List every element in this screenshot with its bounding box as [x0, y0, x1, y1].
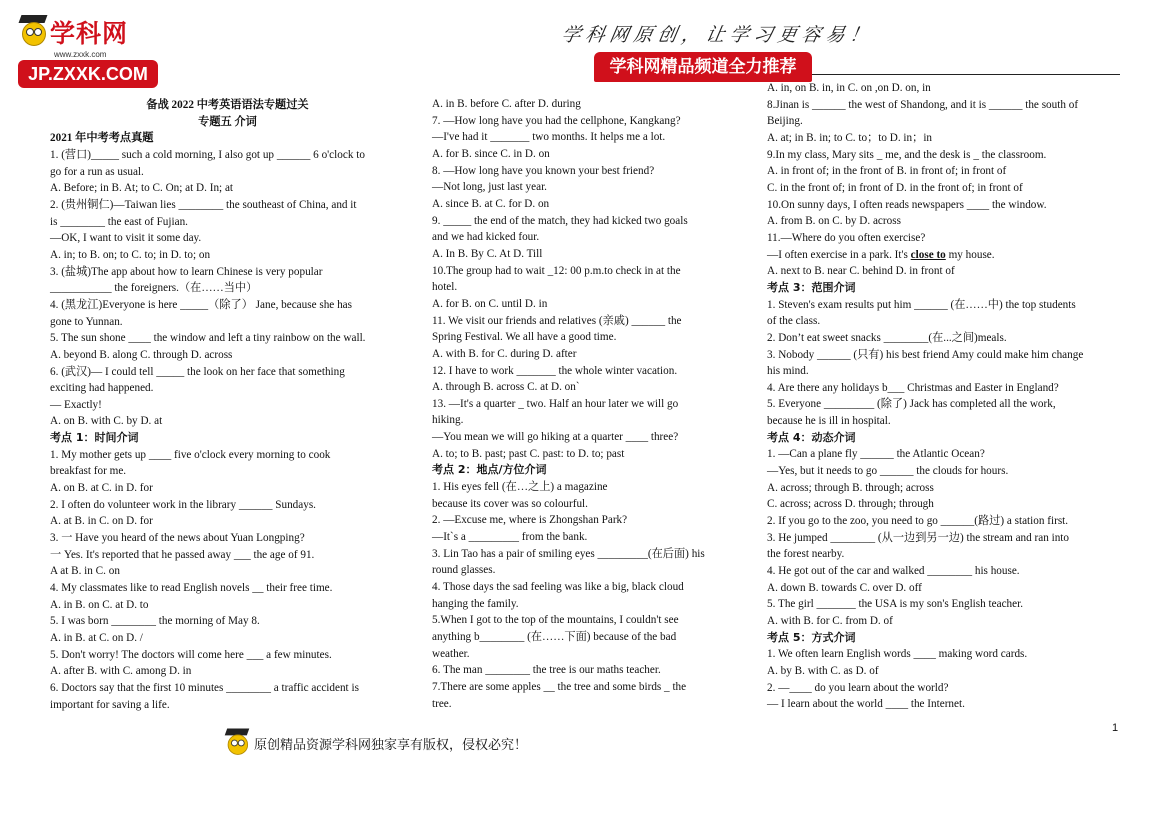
text-line [767, 330, 1127, 347]
text-line [432, 296, 762, 313]
text-line [767, 696, 1127, 713]
line-text: 2. —Excuse me, where is Zhongshan Park? [432, 514, 628, 527]
section-heading [432, 462, 762, 479]
text-line [50, 114, 405, 131]
line-text: —I've had it _______ two months. It helps me a lot. [432, 131, 666, 144]
line-text: important for saving a life. [50, 698, 170, 711]
line-text: 6. The man ________ the tree is our maths teacher. [432, 664, 661, 677]
line-text: A. to; to B. past; past C. past: to D. to; past [432, 447, 625, 460]
text-line [50, 164, 405, 181]
text-line [432, 479, 762, 496]
line-text: —Yes, but it needs to go ______ the clouds for hours. [767, 465, 1009, 478]
line-text: C. in the front of; in front of D. in the front of; in front of [767, 181, 1023, 194]
text-line [767, 347, 1127, 364]
line-text: 3. He jumped ________ (从一边到另一边) the stream and ran into [767, 531, 1070, 544]
text-line [432, 696, 762, 713]
text-line [432, 662, 762, 679]
line-text: and we had kicked four. [432, 231, 540, 244]
text-line [432, 279, 762, 296]
text-line [50, 413, 405, 430]
line-text: A. in B. on C. at D. to [50, 598, 149, 611]
line-text: —I often exercise in a park. It's [767, 248, 911, 261]
text-line [767, 163, 1127, 180]
line-text: 考点 3：范围介词 [767, 280, 856, 294]
line-text: A. since B. at C. for D. on [432, 197, 550, 210]
text-line [50, 697, 405, 714]
column-3 [767, 80, 1127, 713]
line-text: — Exactly! [50, 398, 102, 411]
text-line [432, 213, 762, 230]
text-line [767, 613, 1127, 630]
section-heading [50, 430, 405, 447]
text-line [767, 263, 1127, 280]
line-text: 2021 年中考考点真题 [50, 132, 154, 145]
line-text: 5. The sun shone ____ the window and left a tiny rainbow on the wall. [50, 332, 366, 345]
text-line [767, 80, 1127, 97]
text-line [432, 612, 762, 629]
text-line [767, 213, 1127, 230]
promo-banner: 学科网精品频道全力推荐 [594, 52, 812, 82]
text-line [767, 97, 1127, 114]
line-text: because its cover was so colourful. [432, 497, 588, 510]
text-line [50, 530, 405, 547]
text-line [50, 364, 405, 381]
text-line [432, 379, 762, 396]
line-text: round glasses. [432, 564, 496, 577]
text-line [50, 613, 405, 630]
text-line [432, 429, 762, 446]
text-line [767, 247, 1127, 264]
line-text: anything b________ (在……下面) because of the bad [432, 631, 677, 643]
text-line [50, 380, 405, 397]
text-line [432, 363, 762, 380]
text-line [767, 197, 1127, 214]
line-text: hotel. [432, 281, 458, 294]
text-line [50, 230, 405, 247]
line-text: because he is ill in hospital. [767, 415, 891, 428]
line-text: 4. (黑龙江)Everyone is here _____（除了） Jane, because she has [50, 298, 352, 311]
text-line [767, 663, 1127, 680]
text-line [50, 513, 405, 530]
logo-badge: JP.ZXXK.COM [18, 60, 158, 88]
line-text: 8. —How long have you known your best friend? [432, 164, 655, 177]
text-line [432, 129, 762, 146]
text-line [50, 147, 405, 164]
text-line [432, 679, 762, 696]
line-text: the forest nearby. [767, 548, 845, 561]
text-line [767, 546, 1127, 563]
text-line [432, 329, 762, 346]
line-text: A. down B. towards C. over D. off [767, 581, 922, 594]
text-line [767, 130, 1127, 147]
text-line [50, 563, 405, 580]
line-text: 6. (武汉)— I could tell _____ the look on her face that something [50, 365, 345, 378]
line-text: A. in front of; in the front of B. in front of; in front of [767, 165, 1007, 178]
page-number: 1 [1112, 722, 1119, 734]
line-text: A. by B. with C. as D. of [767, 664, 879, 677]
text-line [767, 596, 1127, 613]
line-text: 2. (贵州铜仁)—Taiwan lies ________ the southeast of China, and it [50, 198, 357, 211]
text-line [432, 163, 762, 180]
text-line [50, 680, 405, 697]
line-text: 9.In my class, Mary sits _ me, and the desk is _ the classroom. [767, 148, 1047, 161]
line-text: is ________ the east of Fujian. [50, 215, 188, 228]
line-text: —It`s a _________ from the bank. [432, 531, 588, 544]
text-line [432, 529, 762, 546]
line-text: 9. _____ the end of the match, they had kicked two goals [432, 214, 688, 227]
text-line [432, 246, 762, 263]
line-text: 2. Don’t eat sweet snacks ________(在...之间)meals. [767, 331, 1007, 344]
text-line [767, 113, 1127, 130]
line-text: exciting had happened. [50, 382, 154, 395]
text-line [432, 396, 762, 413]
line-text: of the class. [767, 315, 821, 328]
text-line [50, 347, 405, 364]
text-line [767, 646, 1127, 663]
text-line [50, 463, 405, 480]
header-divider [812, 74, 1120, 75]
line-text: A. in B. before C. after D. during [432, 98, 581, 110]
text-line [767, 147, 1127, 164]
line-text: 10.The group had to wait _12: 00 p.m.to check in at the [432, 264, 681, 277]
line-text: Beijing. [767, 115, 803, 128]
text-line [767, 513, 1127, 530]
text-line [432, 412, 762, 429]
line-text: A. at; in B. in; to C. to；to D. in；in [767, 131, 933, 144]
text-line [50, 314, 405, 331]
line-text: 备战 2022 中考英语语法专题过关 [146, 99, 309, 111]
text-line [50, 447, 405, 464]
text-line [767, 380, 1127, 397]
text-line [767, 580, 1127, 597]
logo-url: www.zxxk.com [54, 50, 107, 59]
line-text: Spring Festival. We all have a good time. [432, 331, 617, 344]
text-line [767, 463, 1127, 480]
line-text: — I learn about the world ____ the Internet. [767, 698, 965, 711]
line-text: 6. Doctors say that the first 10 minutes ________ a traffic accident is [50, 681, 359, 694]
line-text: ___________ the foreigners.（在……当中） [50, 282, 258, 295]
owl-mascot-icon [224, 729, 250, 758]
line-text: —OK, I want to visit it some day. [50, 232, 202, 245]
line-text: A. at B. in C. on D. for [50, 515, 153, 528]
line-text: my house. [945, 248, 995, 261]
line-text: —Not long, just last year. [432, 181, 547, 194]
section-heading [767, 630, 1127, 647]
line-text: 2. If you go to the zoo, you need to go ______(路过) a station first. [767, 515, 1069, 528]
line-text: 1. My mother gets up ____ five o'clock every morning to cook [50, 448, 331, 461]
section-heading [767, 430, 1127, 447]
text-line [432, 229, 762, 246]
text-line [432, 196, 762, 213]
text-line [50, 297, 405, 314]
line-text: 5.When I got to the top of the mountains, I couldn't see [432, 614, 679, 627]
text-line [432, 512, 762, 529]
line-text: A. next to B. near C. behind D. in front of [767, 265, 955, 278]
text-line [767, 530, 1127, 547]
line-text: 11.—Where do you often exercise? [767, 231, 926, 244]
line-text: hiking. [432, 414, 464, 427]
line-text: A. in B. at C. on D. / [50, 632, 143, 644]
logo-text: 学科网 [50, 19, 129, 48]
column-2 [432, 96, 762, 712]
text-line [767, 313, 1127, 330]
line-text: 考点 1：时间介词 [50, 431, 139, 445]
footer [222, 726, 527, 760]
text-line [50, 130, 405, 147]
line-text: hanging the family. [432, 597, 519, 610]
line-text: 3. 一 Have you heard of the news about Yuan Longping? [50, 532, 305, 545]
line-text: A. In B. By C. At D. Till [432, 247, 543, 260]
text-line [767, 496, 1127, 513]
text-line [50, 97, 405, 114]
line-text: 专题五 介词 [198, 115, 257, 128]
text-line [767, 230, 1127, 247]
site-logo[interactable] [18, 12, 163, 84]
line-text: 3. Lin Tao has a pair of smiling eyes _________(在后面) his [432, 547, 705, 560]
text-line [50, 630, 405, 647]
text-line [432, 646, 762, 663]
text-line [432, 596, 762, 613]
text-line [432, 496, 762, 513]
owl-mascot-icon [18, 15, 48, 49]
text-line [50, 663, 405, 680]
line-text: 3. (盐城)The app about how to learn Chinese is very popular [50, 265, 323, 278]
text-line [767, 563, 1127, 580]
line-text: 考点 4：动态介词 [767, 430, 856, 444]
text-line [432, 579, 762, 596]
line-text: C. across; across D. through; through [767, 498, 934, 511]
line-text: 5. I was born ________ the morning of May 8. [50, 615, 260, 628]
line-text: 一 Yes. It's reported that he passed away ___ the age of 91. [50, 548, 315, 561]
text-line [767, 396, 1127, 413]
line-text: 考点 2：地点/方位介词 [432, 463, 547, 477]
text-line [432, 313, 762, 330]
text-line [432, 629, 762, 646]
text-line [50, 247, 405, 264]
text-line [50, 180, 405, 197]
text-line [50, 480, 405, 497]
line-text: A. on B. with C. by D. at [50, 415, 163, 428]
line-text: 5. Everyone _________ (除了) Jack has completed all the work, [767, 398, 1056, 411]
line-text: 4. Those days the sad feeling was like a big, black cloud [432, 581, 684, 594]
text-line [432, 113, 762, 130]
text-line [432, 263, 762, 280]
text-line [432, 546, 762, 563]
text-line [50, 330, 405, 347]
line-text: 1. —Can a plane fly ______ the Atlantic Ocean? [767, 448, 985, 461]
line-text: 5. Don't worry! The doctors will come here ___ a few minutes. [50, 648, 332, 661]
text-line [432, 346, 762, 363]
line-text: 1. We often learn English words ____ making word cards. [767, 648, 1028, 661]
line-text: A. from B. on C. by D. across [767, 215, 901, 228]
line-text: 10.On sunny days, I often reads newspapers ____ the window. [767, 198, 1047, 211]
line-text: 1. Steven's exam results put him ______ (在……中) the top students [767, 298, 1076, 311]
line-text: A. after B. with C. among D. in [50, 665, 192, 678]
line-text: go for a run as usual. [50, 165, 144, 178]
section-heading [767, 280, 1127, 297]
line-text: 7. —How long have you had the cellphone, Kangkang? [432, 114, 681, 127]
line-text: A. beyond B. along C. through D. across [50, 348, 233, 361]
text-line [767, 680, 1127, 697]
line-text: 1. His eyes fell (在…之上) a magazine [432, 481, 608, 494]
text-line [432, 179, 762, 196]
line-text: A. on B. at C. in D. for [50, 482, 153, 495]
line-text: A. across; through B. through; across [767, 481, 934, 494]
text-line [50, 497, 405, 514]
line-text: weather. [432, 647, 470, 660]
text-line [50, 647, 405, 664]
text-line [432, 96, 762, 113]
line-text: 11. We visit our friends and relatives (亲戚) ______ the [432, 314, 682, 327]
text-line [50, 580, 405, 597]
text-line [767, 180, 1127, 197]
text-line [50, 280, 405, 297]
text-line [767, 297, 1127, 314]
line-text: 考点 5：方式介词 [767, 630, 856, 644]
line-text: A. Before; in B. At; to C. On; at D. In; at [50, 182, 234, 195]
line-text: —You mean we will go hiking at a quarter ____ three? [432, 431, 679, 444]
line-text: A. in; to B. on; to C. to; in D. to; on [50, 248, 211, 261]
column-1 [50, 97, 405, 713]
line-text: tree. [432, 697, 452, 710]
line-text: 1. (营口)_____ such a cold morning, I also got up ______ 6 o'clock to [50, 148, 365, 161]
line-text: gone to Yunnan. [50, 315, 123, 328]
text-line [50, 197, 405, 214]
text-line [50, 397, 405, 414]
underlined-phrase: close to [910, 248, 946, 261]
line-text: breakfast for me. [50, 465, 127, 478]
line-text: 7.There are some apples __ the tree and some birds _ the [432, 680, 687, 693]
text-line [767, 480, 1127, 497]
line-text: 2. I often do volunteer work in the library ______ Sundays. [50, 498, 316, 511]
line-text: 12. I have to work _______ the whole winter vacation. [432, 364, 678, 377]
text-line [767, 446, 1127, 463]
line-text: 3. Nobody ______ (只有) his best friend Amy could make him change [767, 348, 1084, 361]
text-line [50, 264, 405, 281]
line-text: A at B. in C. on [50, 565, 120, 578]
line-text: A. with B. for C. from D. of [767, 615, 893, 627]
text-line [50, 597, 405, 614]
line-text: A. through B. across C. at D. on` [432, 381, 580, 394]
text-line [50, 547, 405, 564]
text-line [767, 363, 1127, 380]
text-line [432, 562, 762, 579]
line-text: A. for B. since C. in D. on [432, 147, 550, 160]
line-text: 4. My classmates like to read English novels __ their free time. [50, 582, 333, 595]
line-text: his mind. [767, 365, 809, 378]
line-text: 13. —It's a quarter _ two. Half an hour later we will go [432, 397, 679, 410]
line-text: A. with B. for C. during D. after [432, 347, 577, 360]
text-line [50, 214, 405, 231]
line-text: 5. The girl _______ the USA is my son's English teacher. [767, 598, 1023, 611]
text-line [432, 446, 762, 463]
line-text: 4. He got out of the car and walked ________ his house. [767, 565, 1020, 578]
line-text: 2. —____ do you learn about the world? [767, 681, 949, 694]
line-text: A. for B. on C. until D. in [432, 297, 548, 310]
text-line [767, 413, 1127, 430]
line-text: 8.Jinan is ______ the west of Shandong, and it is ______ the south of [767, 98, 1079, 111]
line-text: A. in, on B. in, in C. on ,on D. on, in [767, 82, 931, 94]
copyright-text: 原创精品资源学科网独家享有版权，侵权必究！ [254, 737, 528, 753]
text-line [432, 146, 762, 163]
line-text: 4. Are there any holidays b___ Christmas and Easter in England? [767, 381, 1059, 394]
slogan: 学科网原创，让学习更容易！ [559, 24, 876, 46]
